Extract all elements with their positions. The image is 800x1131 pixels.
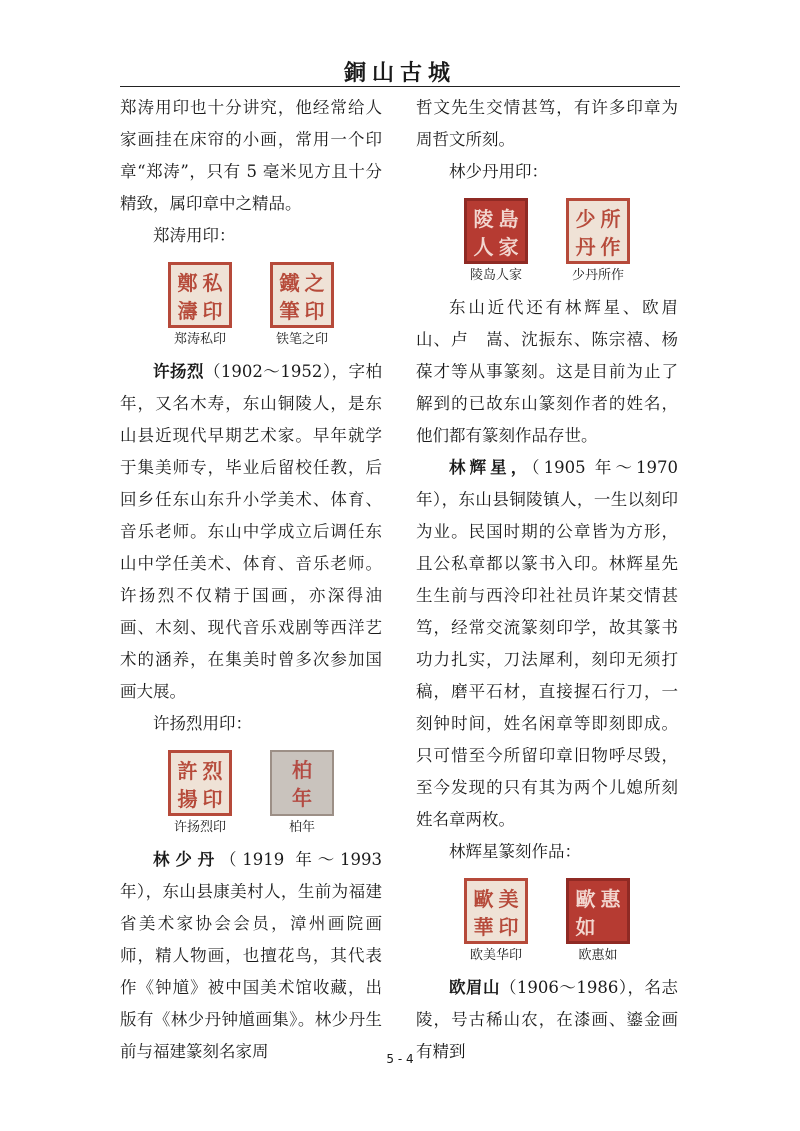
page-number: 5 - 4 [386,1052,414,1066]
page-header-title: 銅山古城 [343,61,456,86]
paragraph-lin-hui-xing [416,452,678,836]
seal-caption: 欧惠如 [578,948,618,963]
bio-lin-hui-xing: （1905 年～1970 年），东山县铜陵镇人，一生以刻印为业。民国时期的公章皆为方形，且公私章都以篆书入印。林辉星先生生前与西泠印社社员许某交情甚笃，经常交流篆刻印学，故其篆书功力扎实，刀法犀利，刻印无须打稿，磨平石材，直接握石行刀，一刻钟时间，姓名闲章等即刻即成。只可惜至今所留印章旧物呼尽毁，至今发现的只有其为两个儿媳所刻姓名章两枚。 [416,458,679,829]
name-xu-yang-lie: 许扬烈 [153,362,204,381]
name-lin-hui-xing: 林辉星， [449,458,532,477]
seal-xu-1 [168,750,232,838]
paragraph-lin-shao-dan [120,844,382,1068]
seal-xu-2 [270,750,334,838]
seal-caption: 铁笔之印 [275,332,328,347]
seal-lin-2 [566,198,630,286]
paragraph-dongshan-carvers: 东山近代还有林辉星、欧眉山、卢 嵩、沈振东、陈宗禧、杨葆才等从事篆刻。这是目前为止了解到的已故东山篆刻作者的姓名，他们都有篆刻作品存世。 [416,298,678,445]
header-divider [120,86,680,87]
label-xu-yang-lie-seals: 许扬烈用印： [153,714,252,733]
seal-zheng-tao-1 [168,262,232,350]
label-lin-hui-xing-works: 林辉星篆刻作品： [449,842,581,861]
seal-zheng-tao-2 [270,262,334,350]
left-column [120,92,382,1068]
seal-image: 鐵 之 筆 印 [270,262,334,328]
right-column [416,92,678,1068]
label-lin-shao-dan-seals: 林少丹用印： [449,162,548,181]
seal-caption: 许扬烈印 [173,820,226,835]
paragraph-xu-yang-lie [120,356,382,708]
seal-image: 歐 美 華 印 [464,878,528,944]
seal-image: 少 所 丹 作 [566,198,630,264]
paragraph-continued: 哲文先生交情甚笃，有许多印章为周哲文所刻。 [416,98,678,149]
seal-row-lin-shao-dan [416,198,678,286]
seal-image: 許 烈 揚 印 [168,750,232,816]
label-zheng-tao-seals: 郑涛用印： [153,226,236,245]
seal-row-zheng-tao [120,262,382,350]
seal-caption: 柏年 [288,820,315,835]
seal-lin-1 [464,198,528,286]
seal-linhx-2 [566,878,630,966]
paragraph-zheng-tao: 郑涛用印也十分讲究，他经常给人家画挂在床帘的小画，常用一个印章“郑涛”，只有 5 毫米见方且十分精致，属印章中之精品。 [120,98,382,213]
seal-row-xu-yang-lie [120,750,382,838]
seal-row-lin-hui-xing [416,878,678,966]
seal-caption: 欧美华印 [469,948,522,963]
name-lin-shao-dan: 林少丹 [153,850,220,869]
seal-caption: 少丹所作 [571,268,624,283]
bio-ou-mei-shan: （1906～1986），名志陵，号古稀山农，在漆画、鎏金画有精到 [416,978,679,1061]
seal-image: 柏 年 [270,750,334,816]
name-ou-mei-shan: 欧眉山 [449,978,500,997]
seal-caption: 陵岛人家 [469,268,522,283]
seal-image: 歐 惠 如 [566,878,630,944]
bio-xu-yang-lie: （1902～1952），字柏年，又名木寿，东山铜陵人，是东山县近现代早期艺术家。早年就学于集美师专，毕业后留校任教，后回乡任东山东升小学美术、体育、音乐老师。东山中学成立后调任东山中学任美术、体育、音乐老师。许扬烈不仅精于国画，亦深得油画、木刻、现代音乐戏剧等西洋艺术的涵养，在集美时曾多次参加国画大展。 [120,362,383,701]
seal-linhx-1 [464,878,528,966]
seal-image: 鄭 私 濤 印 [168,262,232,328]
seal-caption: 郑涛私印 [173,332,226,347]
seal-image: 陵 島 人 家 [464,198,528,264]
bio-lin-shao-dan: （1919 年～1993 年），东山县康美村人，生前为福建省美术家协会会员，漳州画院画师，精人物画，也擅花鸟，其代表作《钟馗》被中国美术馆收藏，出版有《林少丹钟馗画集》。林少丹生前与福建篆刻名家周 [120,850,383,1061]
